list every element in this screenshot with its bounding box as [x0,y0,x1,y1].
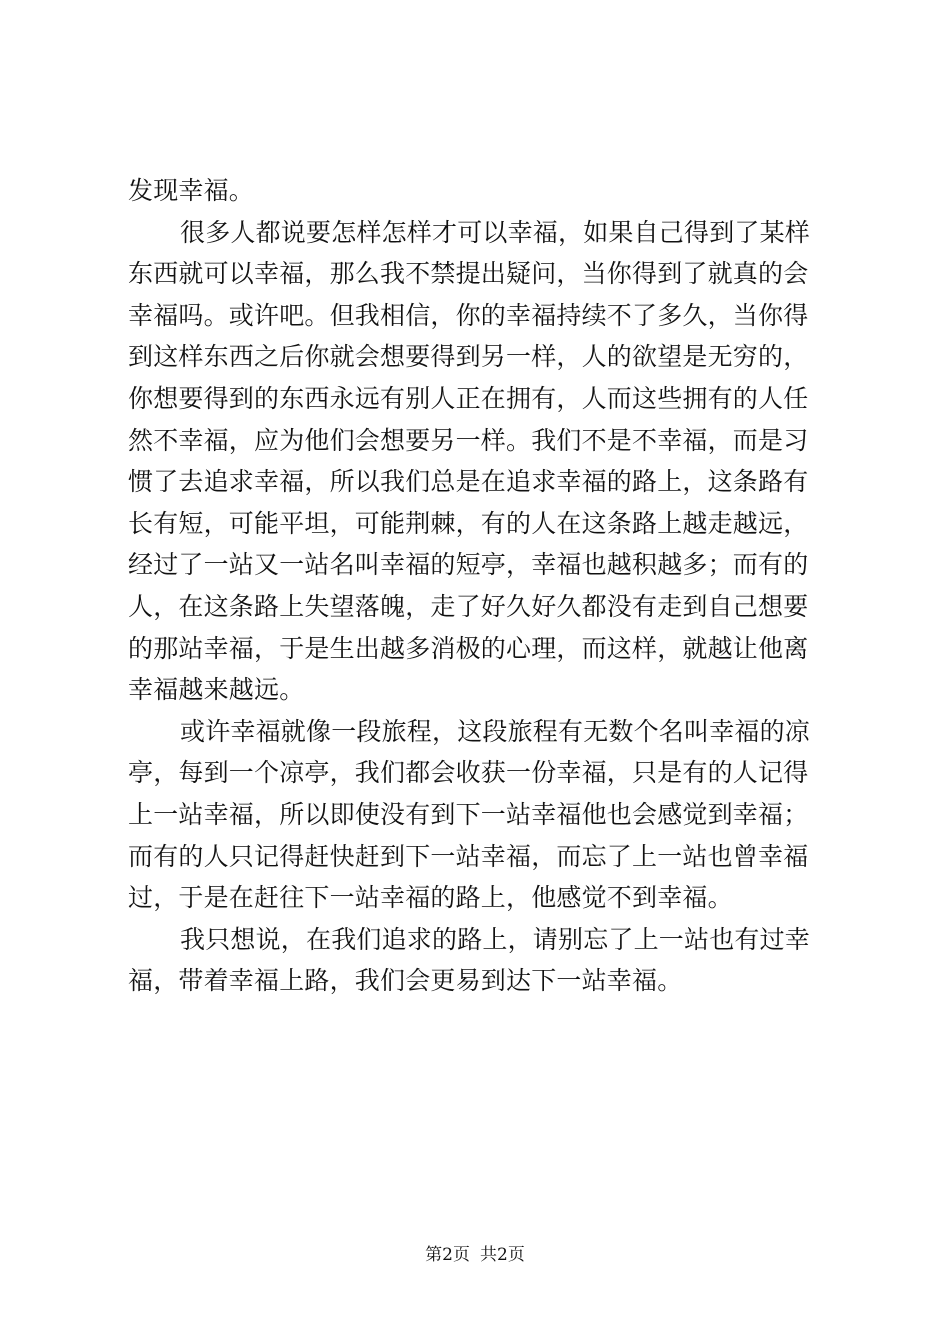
text-line: 幸福吗。或许吧。但我相信，你的幸福持续不了多久，当你得 [128,300,809,330]
text-line: 你想要得到的东西永远有别人正在拥有，人而这些拥有的人任 [128,383,809,413]
text-line: 或许幸福就像一段旅程，这段旅程有无数个名叫幸福的凉 [180,716,811,746]
text-line: 人，在这条路上失望落魄，走了好久好久都没有走到自己想要 [128,591,809,621]
page-footer [0,1244,950,1266]
text-line: 幸福越来越远。 [128,675,305,705]
text-line: 过，于是在赶往下一站幸福的路上，他感觉不到幸福。 [128,883,733,913]
document-body [128,170,832,1002]
text-line: 亭，每到一个凉亭，我们都会收获一份幸福，只是有的人记得 [128,758,809,788]
text-line: 然不幸福，应为他们会想要另一样。我们不是不幸福，而是习 [128,425,809,455]
text-line: 福，带着幸福上路，我们会更易到达下一站幸福。 [128,966,683,996]
text-line: 我只想说，在我们追求的路上，请别忘了上一站也有过幸 [180,924,811,954]
text-line: 经过了一站又一站名叫幸福的短亭，幸福也越积越多；而有的 [128,550,809,580]
page-number: 第2页 [425,1245,470,1265]
text-line: 而有的人只记得赶快赶到下一站幸福，而忘了上一站也曾幸福 [128,841,809,871]
text-line: 的那站幸福，于是生出越多消极的心理，而这样，就越让他离 [128,633,809,663]
text-line: 长有短，可能平坦，可能荆棘，有的人在这条路上越走越远， [128,508,809,538]
text-line: 惯了去追求幸福，所以我们总是在追求幸福的路上，这条路有 [128,467,809,497]
text-line: 发现幸福。 [128,176,255,205]
text-line: 到这样东西之后你就会想要得到另一样，人的欲望是无穷的， [128,342,809,372]
page-total: 共2页 [480,1245,525,1265]
text-line: 上一站幸福，所以即使没有到下一站幸福他也会感觉到幸福； [128,799,809,829]
text-line: 很多人都说要怎样怎样才可以幸福，如果自己得到了某样 [180,217,811,247]
text-line: 东西就可以幸福，那么我不禁提出疑问，当你得到了就真的会 [128,259,809,289]
